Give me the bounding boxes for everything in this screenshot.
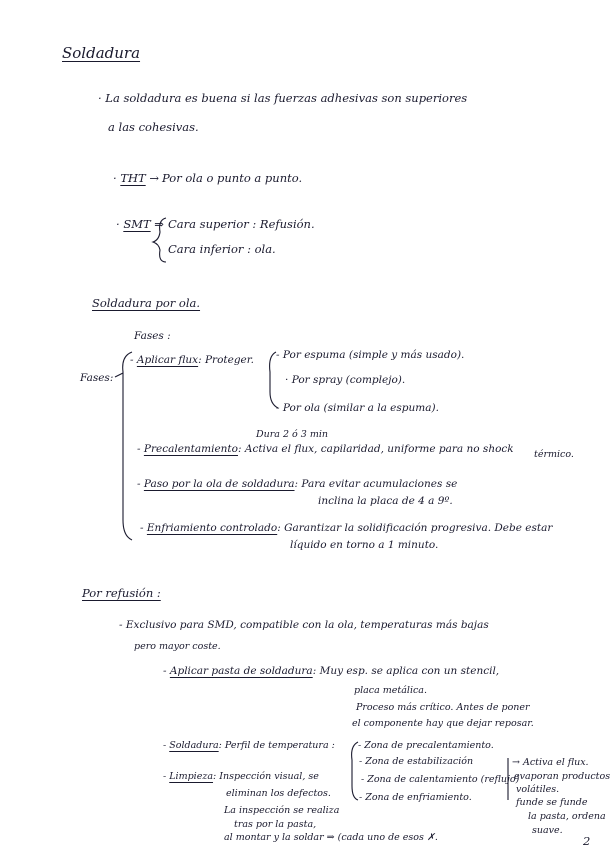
flux-opt-1-text: Por espuma (simple y más usado).: [282, 349, 465, 361]
side-6: suave.: [532, 825, 563, 836]
smt-top: Cara superior : Refusión.: [168, 217, 315, 231]
fases-brace: [123, 352, 132, 540]
precal-line-2: térmico.: [534, 449, 574, 460]
pasta-l3: Proceso más crítico. Antes de poner: [356, 702, 530, 713]
enfri-label: Enfriamiento controlado: [146, 522, 278, 534]
limp-label: Limpieza: [169, 771, 214, 782]
smt-brace: [153, 218, 166, 262]
refusion-heading: Por refusión :: [82, 586, 161, 600]
paso-line-2: inclina la placa de 4 a 9º.: [318, 495, 453, 507]
limp-t1: : Inspección visual, se: [213, 771, 319, 782]
tht-label-text: THT: [120, 171, 146, 185]
limp-t4: tras por la pasta,: [234, 819, 317, 830]
ola-heading: Soldadura por ola.: [92, 296, 201, 310]
fases-brace-tip: [115, 373, 123, 377]
page-title: Soldadura: [62, 44, 141, 62]
zone-3: - Zona de calentamiento (reflujo): [361, 774, 520, 785]
precal-line-1: : Activa el flux, capilaridad, uniforme para no shock: [237, 443, 514, 455]
flux-opt-3: - Por ola (similar a la espuma).: [276, 402, 439, 414]
page-number: 2: [583, 834, 591, 848]
fases-side: Fases:: [80, 372, 114, 384]
smt-label-text: SMT: [123, 217, 151, 231]
sold-label: Soldadura: [169, 740, 219, 751]
pasta-label: Aplicar pasta de soldadura: [169, 665, 313, 677]
flux-opt-1: - Por espuma (simple y más usado).: [276, 349, 465, 361]
limp-step: - Limpieza: Inspección visual, se: [163, 771, 319, 782]
enfri-step: - Enfriamiento controlado: Garantizar la solidificación progresiva. Debe estar: [140, 522, 553, 534]
smt-bottom: Cara inferior : ola.: [168, 242, 276, 256]
tht-label: · THT →: [113, 171, 159, 185]
limp-t2: eliminan los defectos.: [226, 788, 331, 799]
pasta-l4: el componente hay que dejar reposar.: [352, 718, 534, 729]
pasta-step: - Aplicar pasta de soldadura: Muy esp. se aplica con un stencil,: [163, 665, 500, 677]
pasta-l2: placa metálica.: [354, 685, 427, 696]
enfri-line-2: líquido en torno a 1 minuto.: [290, 539, 439, 551]
refusion-line-1: - Exclusivo para SMD, compatible con la ola, temperaturas más bajas: [119, 619, 489, 631]
sold-step: - Soldadura: Perfil de temperatura :: [163, 740, 335, 751]
flux-opt-2-text: Por spray (complejo).: [291, 374, 406, 386]
smt-label: · SMT ⇒: [116, 217, 164, 231]
paso-label: Paso por la ola de soldadura: [143, 478, 295, 490]
tht-text: Por ola o punto a punto.: [162, 171, 303, 185]
sold-text: : Perfil de temperatura :: [218, 740, 335, 751]
intro-line-2: a las cohesivas.: [108, 120, 199, 134]
flux-opt-2: · Por spray (complejo).: [285, 374, 406, 386]
zone-1: - Zona de precalentamiento.: [358, 740, 494, 751]
side-1: → Activa el flux.: [512, 757, 589, 768]
side-3: volátiles.: [516, 784, 560, 795]
flux-opt-3-text: Por ola (similar a la espuma).: [282, 402, 439, 414]
enfri-line-1: : Garantizar la solidificación progresiva. Debe estar: [277, 522, 553, 534]
fases-top: Fases :: [134, 330, 171, 342]
zone-2: - Zona de estabilización: [359, 756, 474, 767]
zone-4: - Zona de enfriamiento.: [359, 792, 472, 803]
zones-brace: [352, 742, 358, 800]
precal-step: - Precalentamiento: Activa el flux, capilaridad, uniforme para no shock: [137, 443, 514, 455]
flux-label: Aplicar flux: [136, 354, 199, 366]
precal-note: Dura 2 ó 3 min: [256, 429, 328, 440]
side-4: funde se funde: [516, 797, 588, 808]
limp-t3: La inspección se realiza: [224, 805, 340, 816]
limp-t5: al montar y la soldar ⇒ (cada uno de esos ✗.: [224, 832, 438, 843]
side-5: la pasta, ordena: [528, 811, 606, 822]
side-2: evaporan productos: [514, 771, 610, 782]
flux-brace: [270, 352, 278, 408]
pasta-l1: : Muy esp. se aplica con un stencil,: [312, 665, 500, 677]
paso-line-1: : Para evitar acumulaciones se: [294, 478, 458, 490]
precal-label: Precalentamiento: [143, 443, 238, 455]
flux-extra: : Proteger.: [198, 354, 254, 366]
intro-line-1: · La soldadura es buena si las fuerzas adhesivas son superiores: [98, 91, 468, 105]
paso-step: - Paso por la ola de soldadura: Para evitar acumulaciones se: [137, 478, 458, 490]
flux-step: - Aplicar flux: Proteger.: [130, 354, 254, 366]
refusion-line-2: pero mayor coste.: [134, 641, 221, 652]
